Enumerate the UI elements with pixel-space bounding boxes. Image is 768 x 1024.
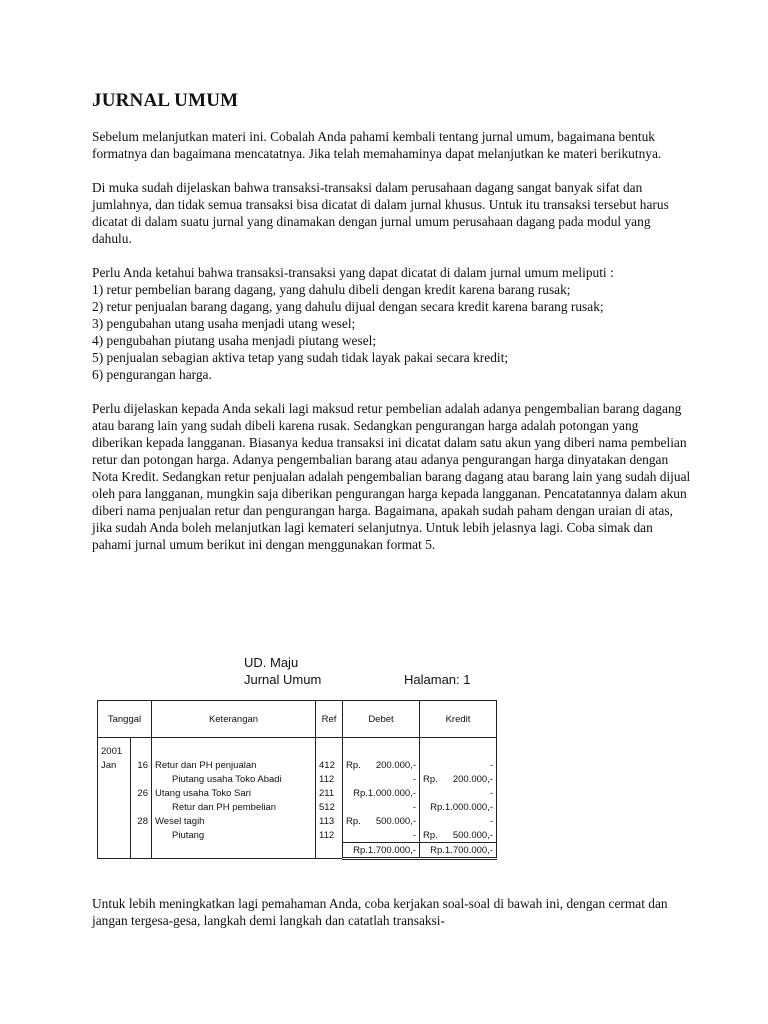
- day-cell: [131, 772, 152, 786]
- list-item: 4) pengubahan piutang usaha menjadi piutang wesel;: [92, 333, 377, 348]
- list-item: 5) penjualan sebagian aktiva tetap yang sudah tidak layak pakai secara kredit;: [92, 350, 509, 365]
- journal-heading: [244, 654, 321, 688]
- list-item: 6) pengurangan harga.: [92, 367, 212, 382]
- paragraph-exercise: Untuk lebih meningkatkan lagi pemahaman Anda, coba kerjakan soal-soal di bawah ini, dengan cermat dan jangan tergesa-gesa, langkah demi langkah dan catatlah transaksi-: [92, 896, 668, 928]
- paragraph-intro: Sebelum melanjutkan materi ini. Cobalah Anda pahami kembali tentang jurnal umum, bagaimana bentuk formatnya dan bagaimana mencatatnya. Jika telah memahaminya dapat melanjutkan ke materi berikutnya.: [92, 129, 662, 161]
- debet-cell: Rp. 500.000,-: [343, 814, 420, 828]
- debet-cell: -: [343, 800, 420, 814]
- kredit-cell: -: [420, 814, 497, 828]
- header-ref: Ref: [316, 701, 343, 738]
- debet-cell: Rp.1.000.000,-: [343, 786, 420, 800]
- paragraph-retur: Perlu dijelaskan kepada Anda sekali lagi maksud retur pembelian adalah adanya pengembalian barang dagang atau barang lain yang sudah dibeli karena rusak. Sedangkan pengurangan harga adalah potongan yang diberikan kepada langganan. Biasanya kedua transaksi ini dicatat dalam satu akun yang diberi nama pembelian retur dan potongan harga. Adanya pengembalian barang atau adanya pengurangan harga dinyatakan dengan Nota Kredit. Sedangkan retur penjualan adalah pengembalian barang dagang atau barang lain yang sudah dijual oleh para langganan, mungkin saja diberikan pengurangan harga kepada langganan. Pencatatannya dalam akun diberi nama penjualan retur dan pengurangan harga. Bagaimana, apakah sudah paham dengan uraian di atas, jika sudah Anda boleh melanjutkan lagi kemateri selanjutnya. Untuk lebih jelasnya lagi. Coba simak dan pahami jurnal umum berikut ini dengan menggunakan format 5.: [92, 401, 691, 552]
- description-cell: Piutang usaha Toko Abadi: [152, 772, 316, 786]
- day-cell: [131, 800, 152, 814]
- table-row: [98, 758, 497, 772]
- journal-table: [97, 700, 497, 860]
- day-cell: 16: [131, 758, 152, 772]
- kredit-cell: -: [420, 758, 497, 772]
- list-item: 1) retur pembelian barang dagang, yang dahulu dibeli dengan kredit karena barang rusak;: [92, 282, 571, 297]
- description-cell: Wesel tagih: [152, 814, 316, 828]
- document-body: [92, 90, 692, 553]
- ref-cell: 112: [316, 828, 343, 843]
- year-cell: 2001: [98, 738, 131, 759]
- paragraph-explanation: Di muka sudah dijelaskan bahwa transaksi-transaksi dalam perusahaan dagang sangat banyak sifat dan jumlahnya, dan tidak semua transaksi bisa dicatat di dalam jurnal khusus. Untuk itu transaksi tersebut harus dicatat di dalam suatu jurnal yang dinamakan dengan jurnal umum perusahaan dagang pada modul yang dahulu.: [92, 180, 669, 246]
- table-row: [98, 786, 497, 800]
- kredit-cell: -: [420, 786, 497, 800]
- description-cell: Retur dan PH pembelian: [152, 800, 316, 814]
- page-number-label: Halaman: 1: [404, 672, 471, 687]
- kredit-cell: Rp.1.000.000,-: [420, 800, 497, 814]
- paragraph-list-intro: Perlu Anda ketahui bahwa transaksi-transaksi yang dapat dicatat di dalam jurnal umum meliputi :: [92, 265, 614, 280]
- day-cell: [131, 828, 152, 843]
- description-cell: Retur dan PH penjualan: [152, 758, 316, 772]
- day-cell: 26: [131, 786, 152, 800]
- list-item: 3) pengubahan utang usaha menjadi utang wesel;: [92, 316, 356, 331]
- description-cell: Utang usaha Toko Sari: [152, 786, 316, 800]
- total-row: [98, 843, 497, 859]
- debet-cell: -: [343, 772, 420, 786]
- header-tanggal: Tanggal: [98, 701, 152, 738]
- table-row: [98, 800, 497, 814]
- description-cell: Piutang: [152, 828, 316, 843]
- transaction-list: [92, 281, 692, 383]
- kredit-cell: Rp. 500.000,-: [420, 828, 497, 843]
- debet-cell: Rp. 200.000,-: [343, 758, 420, 772]
- kredit-cell: Rp. 200.000,-: [420, 772, 497, 786]
- ref-cell: 112: [316, 772, 343, 786]
- day-cell: 28: [131, 814, 152, 828]
- month-cell: Jan: [98, 758, 131, 772]
- list-item: 2) retur penjualan barang dagang, yang dahulu dijual dengan secara kredit karena barang rusak;: [92, 299, 604, 314]
- company-name: UD. Maju: [244, 655, 299, 670]
- table-row: [98, 738, 497, 759]
- ref-cell: 113: [316, 814, 343, 828]
- ref-cell: 211: [316, 786, 343, 800]
- table-row: [98, 772, 497, 786]
- header-kredit: Kredit: [420, 701, 497, 738]
- journal-name: Jurnal Umum: [244, 672, 322, 687]
- page-title: JURNAL UMUM: [92, 90, 239, 111]
- total-debet: Rp.1.700.000,-: [343, 843, 420, 859]
- header-debet: Debet: [343, 701, 420, 738]
- debet-cell: -: [343, 828, 420, 843]
- table-row: [98, 828, 497, 843]
- ref-cell: 412: [316, 758, 343, 772]
- ref-cell: 512: [316, 800, 343, 814]
- document-footer: [92, 895, 692, 929]
- header-keterangan: Keterangan: [152, 701, 316, 738]
- table-row: [98, 814, 497, 828]
- total-kredit: Rp.1.700.000,-: [420, 843, 497, 859]
